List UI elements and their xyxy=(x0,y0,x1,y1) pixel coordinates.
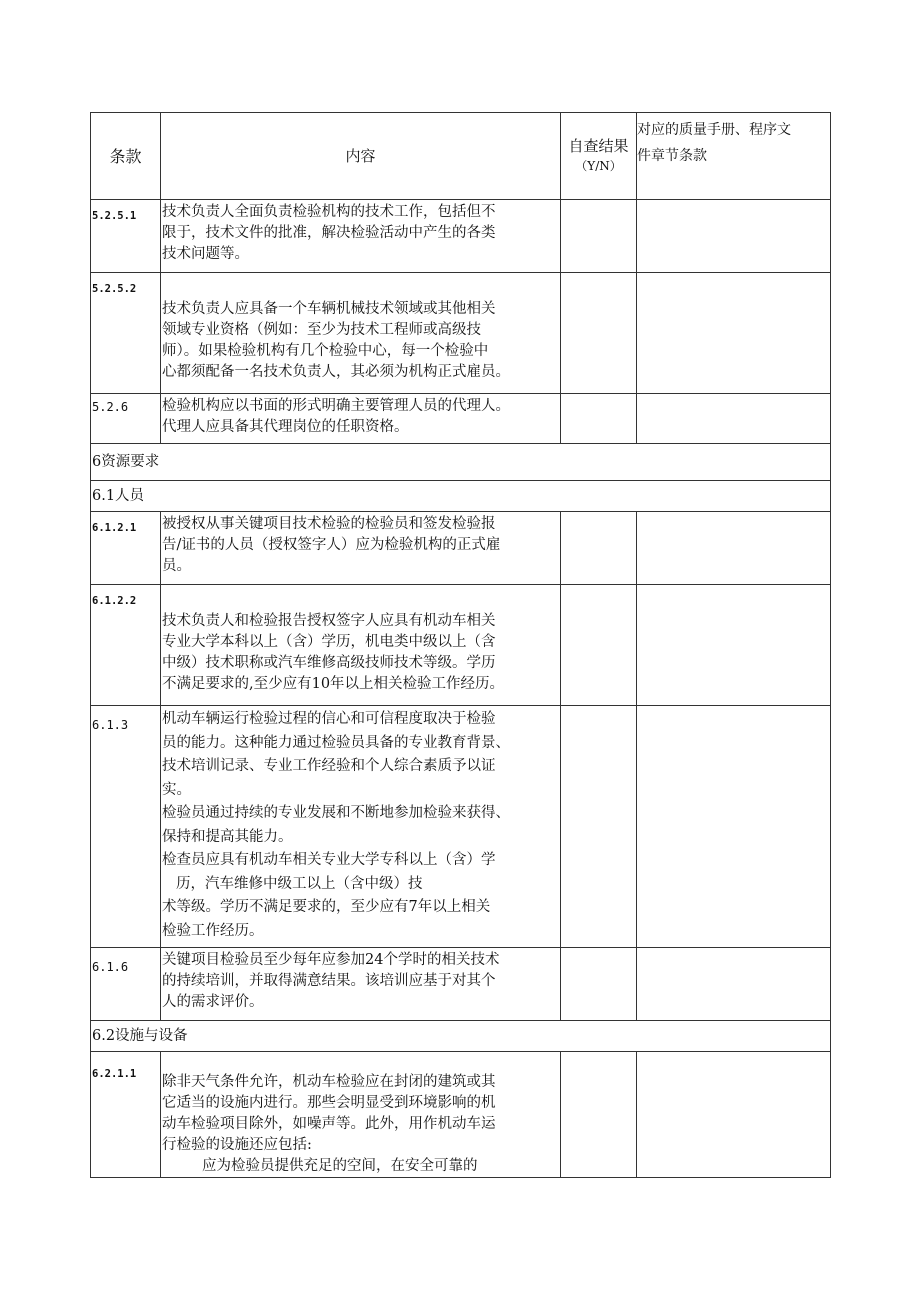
reference-cell[interactable] xyxy=(637,273,831,394)
content-line: 它适当的设施内进行。那些会明显受到环境影响的机 xyxy=(162,1095,496,1111)
table-row xyxy=(91,585,831,706)
content-line: 不满足要求的,至少应有10年以上相关检验工作经历。 xyxy=(162,676,505,692)
content-line: 心都须配备一名技术负责人，其必须为机构正式雇员。 xyxy=(162,364,510,380)
content-line: 关键项目检验员至少每年应参加24个学时的相关技术 xyxy=(162,952,500,968)
row-content xyxy=(161,948,561,1021)
content-line: 员。 xyxy=(162,558,191,574)
row-content xyxy=(161,1052,561,1178)
header-reference-line1: 对应的质量手册、程序文 xyxy=(637,122,791,138)
row-content xyxy=(161,273,561,394)
self-check-cell[interactable] xyxy=(561,200,637,273)
section-row xyxy=(91,444,831,481)
row-clause: 6.1.3 xyxy=(91,706,161,948)
table-row xyxy=(91,948,831,1021)
table-row xyxy=(91,512,831,585)
table-row xyxy=(91,200,831,273)
header-reference xyxy=(637,113,831,200)
content-line: 行检验的设施还应包括: xyxy=(162,1137,312,1153)
table-row xyxy=(91,273,831,394)
content-line: 员的能力。这种能力通过检验员具备的专业教育背景、 xyxy=(162,734,510,751)
row-clause: 6.1.2.2 xyxy=(91,585,161,706)
self-check-cell[interactable] xyxy=(561,394,637,444)
content-line: 专业大学本科以上（含）学历，机电类中级以上（含 xyxy=(162,634,496,650)
content-line: 代理人应具备其代理岗位的任职资格。 xyxy=(162,419,409,435)
inspection-checklist-table-wrapper xyxy=(90,112,830,1178)
content-line: 领域专业资格（例如：至少为技术工程师或高级技 xyxy=(162,322,481,338)
row-content xyxy=(161,585,561,706)
reference-cell[interactable] xyxy=(637,948,831,1021)
content-line: 被授权从事关键项目技术检验的检验员和签发检验报 xyxy=(162,516,496,532)
row-clause: 6.2.1.1 xyxy=(91,1052,161,1178)
content-line: 实。 xyxy=(162,781,191,798)
table-row xyxy=(91,1052,831,1178)
content-line: 动车检验项目除外，如噪声等。此外，用作机动车运 xyxy=(162,1116,496,1132)
inspection-checklist-table xyxy=(90,112,831,1178)
row-clause: 5.2.5.2 xyxy=(91,273,161,394)
self-check-cell[interactable] xyxy=(561,1052,637,1178)
section-title: 6资源要求 xyxy=(91,444,831,481)
content-line: 检验工作经历。 xyxy=(162,922,264,939)
self-check-cell[interactable] xyxy=(561,706,637,948)
header-content: 内容 xyxy=(161,113,561,200)
content-line: 技术负责人全面负责检验机构的技术工作，包括但不 xyxy=(162,204,496,220)
reference-cell[interactable] xyxy=(637,394,831,444)
reference-cell[interactable] xyxy=(637,200,831,273)
content-line: 检查员应具有机动车相关专业大学专科以上（含）学 xyxy=(162,852,496,868)
content-line: 检验员通过持续的专业发展和不断地参加检验来获得、 xyxy=(162,805,510,821)
section-title: 6.2设施与设备 xyxy=(91,1021,831,1052)
reference-cell[interactable] xyxy=(637,706,831,948)
content-line: 应为检验员提供充足的空间，在安全可靠的 xyxy=(202,1158,478,1174)
header-self-check-yn: （Y/N） xyxy=(575,159,622,173)
header-self-check-label: 自查结果 xyxy=(568,137,629,155)
content-line: 历，汽车维修中级工以上（含中级）技 xyxy=(176,875,423,892)
table-row xyxy=(91,394,831,444)
row-content xyxy=(161,706,561,948)
self-check-cell[interactable] xyxy=(561,273,637,394)
content-line: 限于，技术文件的批准，解决检验活动中产生的各类 xyxy=(162,225,496,241)
reference-cell[interactable] xyxy=(637,585,831,706)
self-check-cell[interactable] xyxy=(561,585,637,706)
section-row xyxy=(91,1021,831,1052)
header-clause: 条款 xyxy=(91,113,161,200)
row-clause: 5.2.6 xyxy=(91,394,161,444)
content-line: 检验机构应以书面的形式明确主要管理人员的代理人。 xyxy=(162,398,510,414)
content-line: 技术负责人应具备一个车辆机械技术领域或其他相关 xyxy=(162,301,496,317)
row-clause: 6.1.2.1 xyxy=(91,512,161,585)
content-line: 技术问题等。 xyxy=(162,246,249,262)
header-self-check xyxy=(561,113,637,200)
row-content xyxy=(161,394,561,444)
content-line: 人的需求评价。 xyxy=(162,994,264,1010)
row-content xyxy=(161,512,561,585)
content-line: 告/证书的人员（授权签字人）应为检验机构的正式雇 xyxy=(162,537,501,553)
content-line: 师）。如果检验机构有几个检验中心，每一个检验中 xyxy=(162,343,489,359)
row-content xyxy=(161,200,561,273)
table-header-row xyxy=(91,113,831,200)
reference-cell[interactable] xyxy=(637,512,831,585)
content-line: 技术培训记录、专业工作经验和个人综合素质予以证 xyxy=(162,758,496,774)
self-check-cell[interactable] xyxy=(561,512,637,585)
content-line: 技术负责人和检验报告授权签字人应具有机动车相关 xyxy=(162,613,496,629)
header-reference-line2: 件章节条款 xyxy=(637,148,707,164)
content-line: 的持续培训，并取得满意结果。该培训应基于对其个 xyxy=(162,973,496,989)
reference-cell[interactable] xyxy=(637,1052,831,1178)
section-title: 6.1人员 xyxy=(91,481,831,512)
content-line: 中级）技术职称或汽车维修高级技师技术等级。学历 xyxy=(162,655,496,671)
content-line: 除非天气条件允许，机动车检验应在封闭的建筑或其 xyxy=(162,1074,496,1090)
self-check-cell[interactable] xyxy=(561,948,637,1021)
table-row xyxy=(91,706,831,948)
row-clause: 5.2.5.1 xyxy=(91,200,161,273)
content-line: 机动车辆运行检验过程的信心和可信程度取决于检验 xyxy=(162,711,496,727)
content-line: 保持和提高其能力。 xyxy=(162,828,293,845)
content-line: 术等级。学历不满足要求的，至少应有7年以上相关 xyxy=(162,899,491,915)
section-row xyxy=(91,481,831,512)
row-clause: 6.1.6 xyxy=(91,948,161,1021)
